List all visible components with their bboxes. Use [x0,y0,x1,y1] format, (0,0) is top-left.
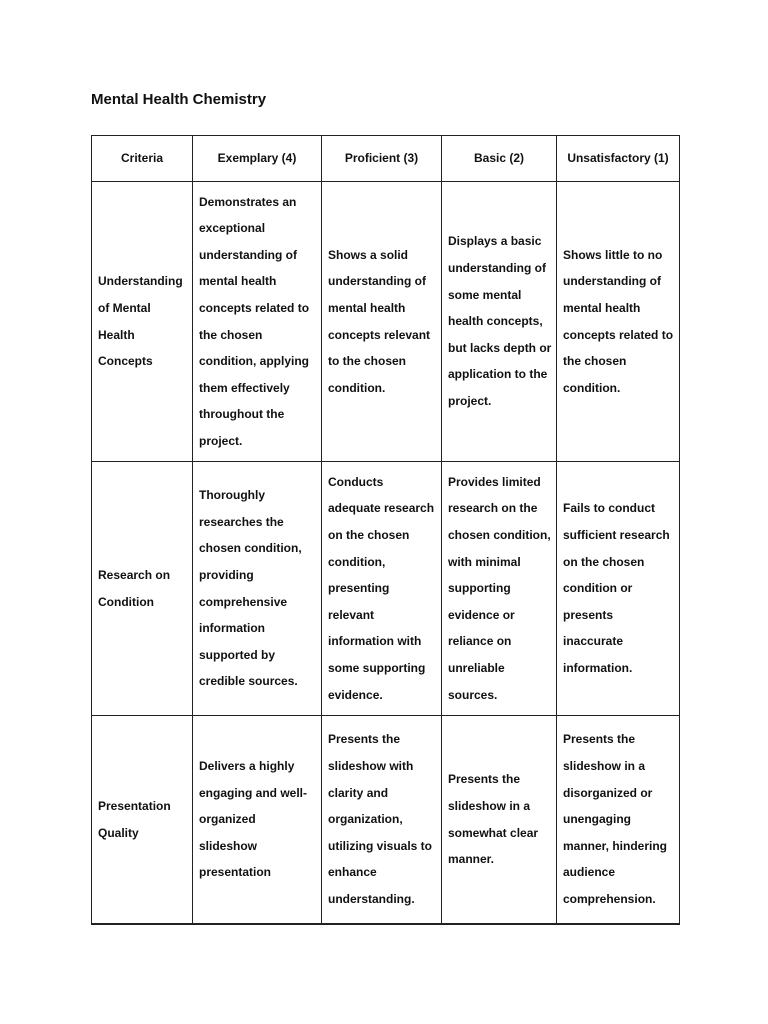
header-basic: Basic (2) [442,136,557,182]
criteria-cell: Presentation Quality [92,716,193,925]
unsatisfactory-cell: Presents the slideshow in a disorganized or unengaging manner, hindering audience comprehension. [557,716,680,925]
basic-cell: Provides limited research on the chosen condition, with minimal supporting evidence or reliance on unreliable sources. [442,462,557,716]
proficient-cell: Shows a solid understanding of mental health concepts relevant to the chosen condition. [322,182,442,462]
exemplary-cell: Delivers a highly engaging and well-organized slideshow presentation [193,716,322,925]
header-criteria: Criteria [92,136,193,182]
header-unsatisfactory: Unsatisfactory (1) [557,136,680,182]
proficient-cell: Conducts adequate research on the chosen condition, presenting relevant information with some supporting evidence. [322,462,442,716]
rubric-table [91,135,680,925]
header-row [92,136,680,182]
unsatisfactory-cell: Shows little to no understanding of mental health concepts related to the chosen condition. [557,182,680,462]
criteria-cell: Understanding of Mental Health Concepts [92,182,193,462]
proficient-cell: Presents the slideshow with clarity and organization, utilizing visuals to enhance understanding. [322,716,442,925]
table-row [92,182,680,462]
page-title: Mental Health Chemistry [91,91,267,108]
table-row [92,716,680,925]
exemplary-cell: Thoroughly researches the chosen condition, providing comprehensive information supported by credible sources. [193,462,322,716]
table-row [92,462,680,716]
header-exemplary: Exemplary (4) [193,136,322,182]
basic-cell: Displays a basic understanding of some mental health concepts, but lacks depth or application to the project. [442,182,557,462]
exemplary-cell: Demonstrates an exceptional understanding of mental health concepts related to the chosen condition, applying them effectively throughout the project. [193,182,322,462]
criteria-cell: Research on Condition [92,462,193,716]
unsatisfactory-cell: Fails to conduct sufficient research on the chosen condition or presents inaccurate information. [557,462,680,716]
basic-cell: Presents the slideshow in a somewhat clear manner. [442,716,557,925]
header-proficient: Proficient (3) [322,136,442,182]
